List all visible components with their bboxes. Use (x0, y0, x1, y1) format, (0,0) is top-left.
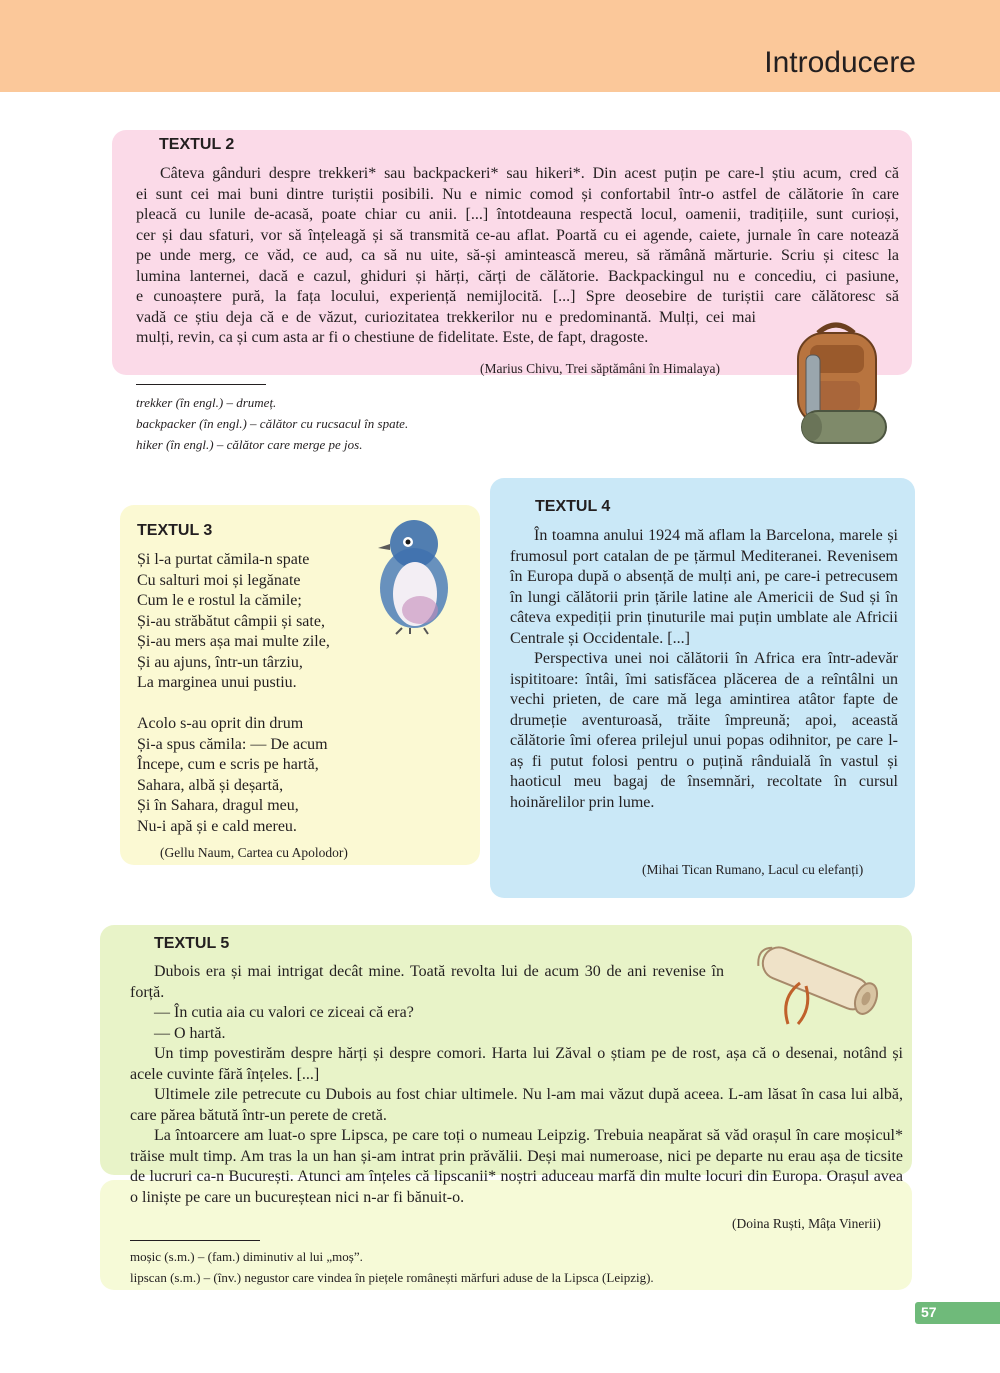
text4-source: (Mihai Tican Rumano, Lacul cu elefanți) (642, 862, 864, 877)
text5-paragraph: Dubois era și mai intrigat decât mine. Toată revolta lui de acum 30 de ani revenise în forță. (130, 963, 724, 1001)
poem-line: Și-a spus cămila: — De acum (137, 735, 328, 753)
footnote-rule (136, 384, 266, 385)
text2-line: vadă ce știu deja că e de văzut, curiozitatea trekkerilor nu e predominantă. Mulți, cei mai (136, 308, 756, 326)
backpack-illustration (780, 315, 892, 450)
text4-paragraph: În toamna anului 1924 mă aflam la Barcelona, marele și frumosul port catalan de pe țărmul Mediteranei. Revenisem în Europa după o absență de mulți ani, pe care-i petrecusem în lungi călătorii prin țările latine ale Americii de Sud și în câteva expediții prin ținuturile mai puțin umblate ale Africii Centrale și Occidentale. [...] (510, 527, 898, 647)
text2-source: (Marius Chivu, Trei săptămâni în Himalaya) (480, 361, 720, 376)
text4-paragraph: Perspectiva unei noi călătorii în Africa era într-adevăr ispititoare: întâi, îmi satisfăcea plăcerea de a reîntâlni un vechi prieten, de care mă lega amintirea atâtor fapte de drumeție aventuroasă, trăite împreună; apoi, această călătorie îmi oferea prilejul unui popas odihnitor, pe care l-aș fi putut folosi pentru o puțină rânduială în vastul și haoticul meu bagaj de însemnări, recoltate în cursul hoinărelilor prin lume. (510, 650, 898, 811)
text3-stanza1 (137, 550, 330, 694)
poem-line: Și în Sahara, dragul meu, (137, 797, 299, 814)
page-title: Introducere (764, 46, 916, 79)
text2-line: mulți, revin, ca și cum asta ar fi o chestiune de fidelitate. Este, de fapt, dragoste. (136, 329, 649, 346)
text4-body (510, 526, 898, 813)
poem-line: Cu salturi moi și legănate (137, 571, 301, 589)
poem-line: Și l-a purtat cămila-n spate (137, 551, 310, 568)
poem-line: Începe, cum e scris pe hartă, (137, 756, 319, 773)
footnote: moșic (s.m.) – (fam.) diminutiv al lui „moș”. (130, 1249, 363, 1264)
text5-footnotes (130, 1246, 654, 1288)
text5-title: TEXTUL 5 (154, 935, 230, 952)
poem-line: Sahara, albă și deșartă, (137, 776, 284, 794)
poem-line: Nu-i apă și e cald mereu. (137, 817, 297, 835)
footnote: trekker (în engl.) – drumeț. (136, 395, 277, 410)
text2-line: pe unde merg, ce văd, ce aud, ca să nu uite, să-și amintească mereu, să rămână mărturie. Scriu și citesc la (136, 247, 899, 264)
text2-footnotes (136, 392, 408, 455)
text2-line: ei sunt cei mai buni dintre turiștii posibili. Nu e nimic comod și confortabil într-o astfel de călătorie în care (136, 185, 899, 203)
text3-title: TEXTUL 3 (137, 522, 213, 539)
poem-line: Cum le e rostul la cămile; (137, 592, 302, 609)
text5-paragraph: — O hartă. (154, 1024, 226, 1042)
text5-paragraph: Ultimele zile petrecute cu Dubois au fost chiar ultimele. Nu l-am mai văzut după aceea. L-am lăsat în casa lui albă, care părea bătută într-un perete de cretă. (130, 1086, 903, 1124)
poem-line: La marginea unui pustiu. (137, 674, 297, 691)
poem-line: Acolo s-au oprit din drum (137, 715, 304, 732)
text5-paragraph: — În cutia aia cu valori ce ziceai că era? (154, 1004, 414, 1021)
poem-line: Și au ajuns, într-un târziu, (137, 653, 303, 671)
poem-line: Și-au străbătut câmpii și sate, (137, 612, 325, 630)
text4-title: TEXTUL 4 (535, 498, 611, 515)
text2-title: TEXTUL 2 (159, 136, 235, 153)
text5-paragraph: La întoarcere am luat-o spre Lipsca, pe care toți o numeau Leipzig. Trebuia neapărat să văd orașul în care moșicul* trăise mult timp. Am tras la un han și-am intrat prin prăvălii. Deși mai numeroase, nici pe departe nu erau așa de ticsite de lucruri ca-n București. Atunci am înțeles că lipscanii* noștri aduceau marfă din multe locuri din Europa. Orașul avea o liniște pe care un bucureștean nici n-ar fi bănuit-o. (130, 1127, 903, 1206)
text5-top (130, 962, 724, 1044)
text3-stanza2 (137, 714, 328, 837)
text2-line: lumina lanternei, dacă e cazul, ghiduri și hărți, cărți de călătorie. Backpackingul nu e concediu, ci pasiune, (136, 267, 899, 285)
text5-paragraph: Un timp povestirăm despre hărți și despre comori. Harta lui Zăval o știam pe de rost, așa că o desenai, notând și acele cuvinte fără înțeles. [...] (130, 1045, 903, 1083)
text2-line: pleacă cu lunile de-acasă, poate chiar cu anii. [...] întotdeauna respectă locul, oamenii, tradițiile, sunt curioși, (136, 206, 899, 223)
text2-line: cer și dau sfaturi, vor să înțeleagă și să transmită ce-au aflat. Poartă cu ei agende, caiete, jurnale în care notează (136, 226, 899, 244)
text5-source: (Doina Ruști, Mâța Vinerii) (732, 1216, 881, 1231)
footnote: backpacker (în engl.) – călător cu rucsacul în spate. (136, 416, 409, 431)
text5-body (130, 1044, 903, 1208)
footnote-rule (130, 1240, 260, 1241)
text3-source: (Gellu Naum, Cartea cu Apolodor) (160, 845, 348, 860)
footnote: lipscan (s.m.) – (înv.) negustor care vindea în piețele românești mărfuri aduse de la Lipsca (Leipzig). (130, 1270, 654, 1285)
footnote: hiker (în engl.) – călător care merge pe jos. (136, 437, 363, 452)
poem-line: Și-au mers așa mai multe zile, (137, 633, 330, 650)
scroll-illustration (740, 928, 890, 1030)
penguin-illustration (368, 510, 460, 635)
text2-line: e cunoaștere pură, la fața locului, experiență nemijlocită. [...] Spre deosebire de turiștii care călătoresc să (136, 288, 899, 305)
text2-line: Câteva gânduri despre trekkeri* sau backpackeri* sau hikeri*. Din acest puțin pe care-l știu acum, cred că (160, 165, 899, 182)
page-number: 57 (921, 1304, 937, 1320)
